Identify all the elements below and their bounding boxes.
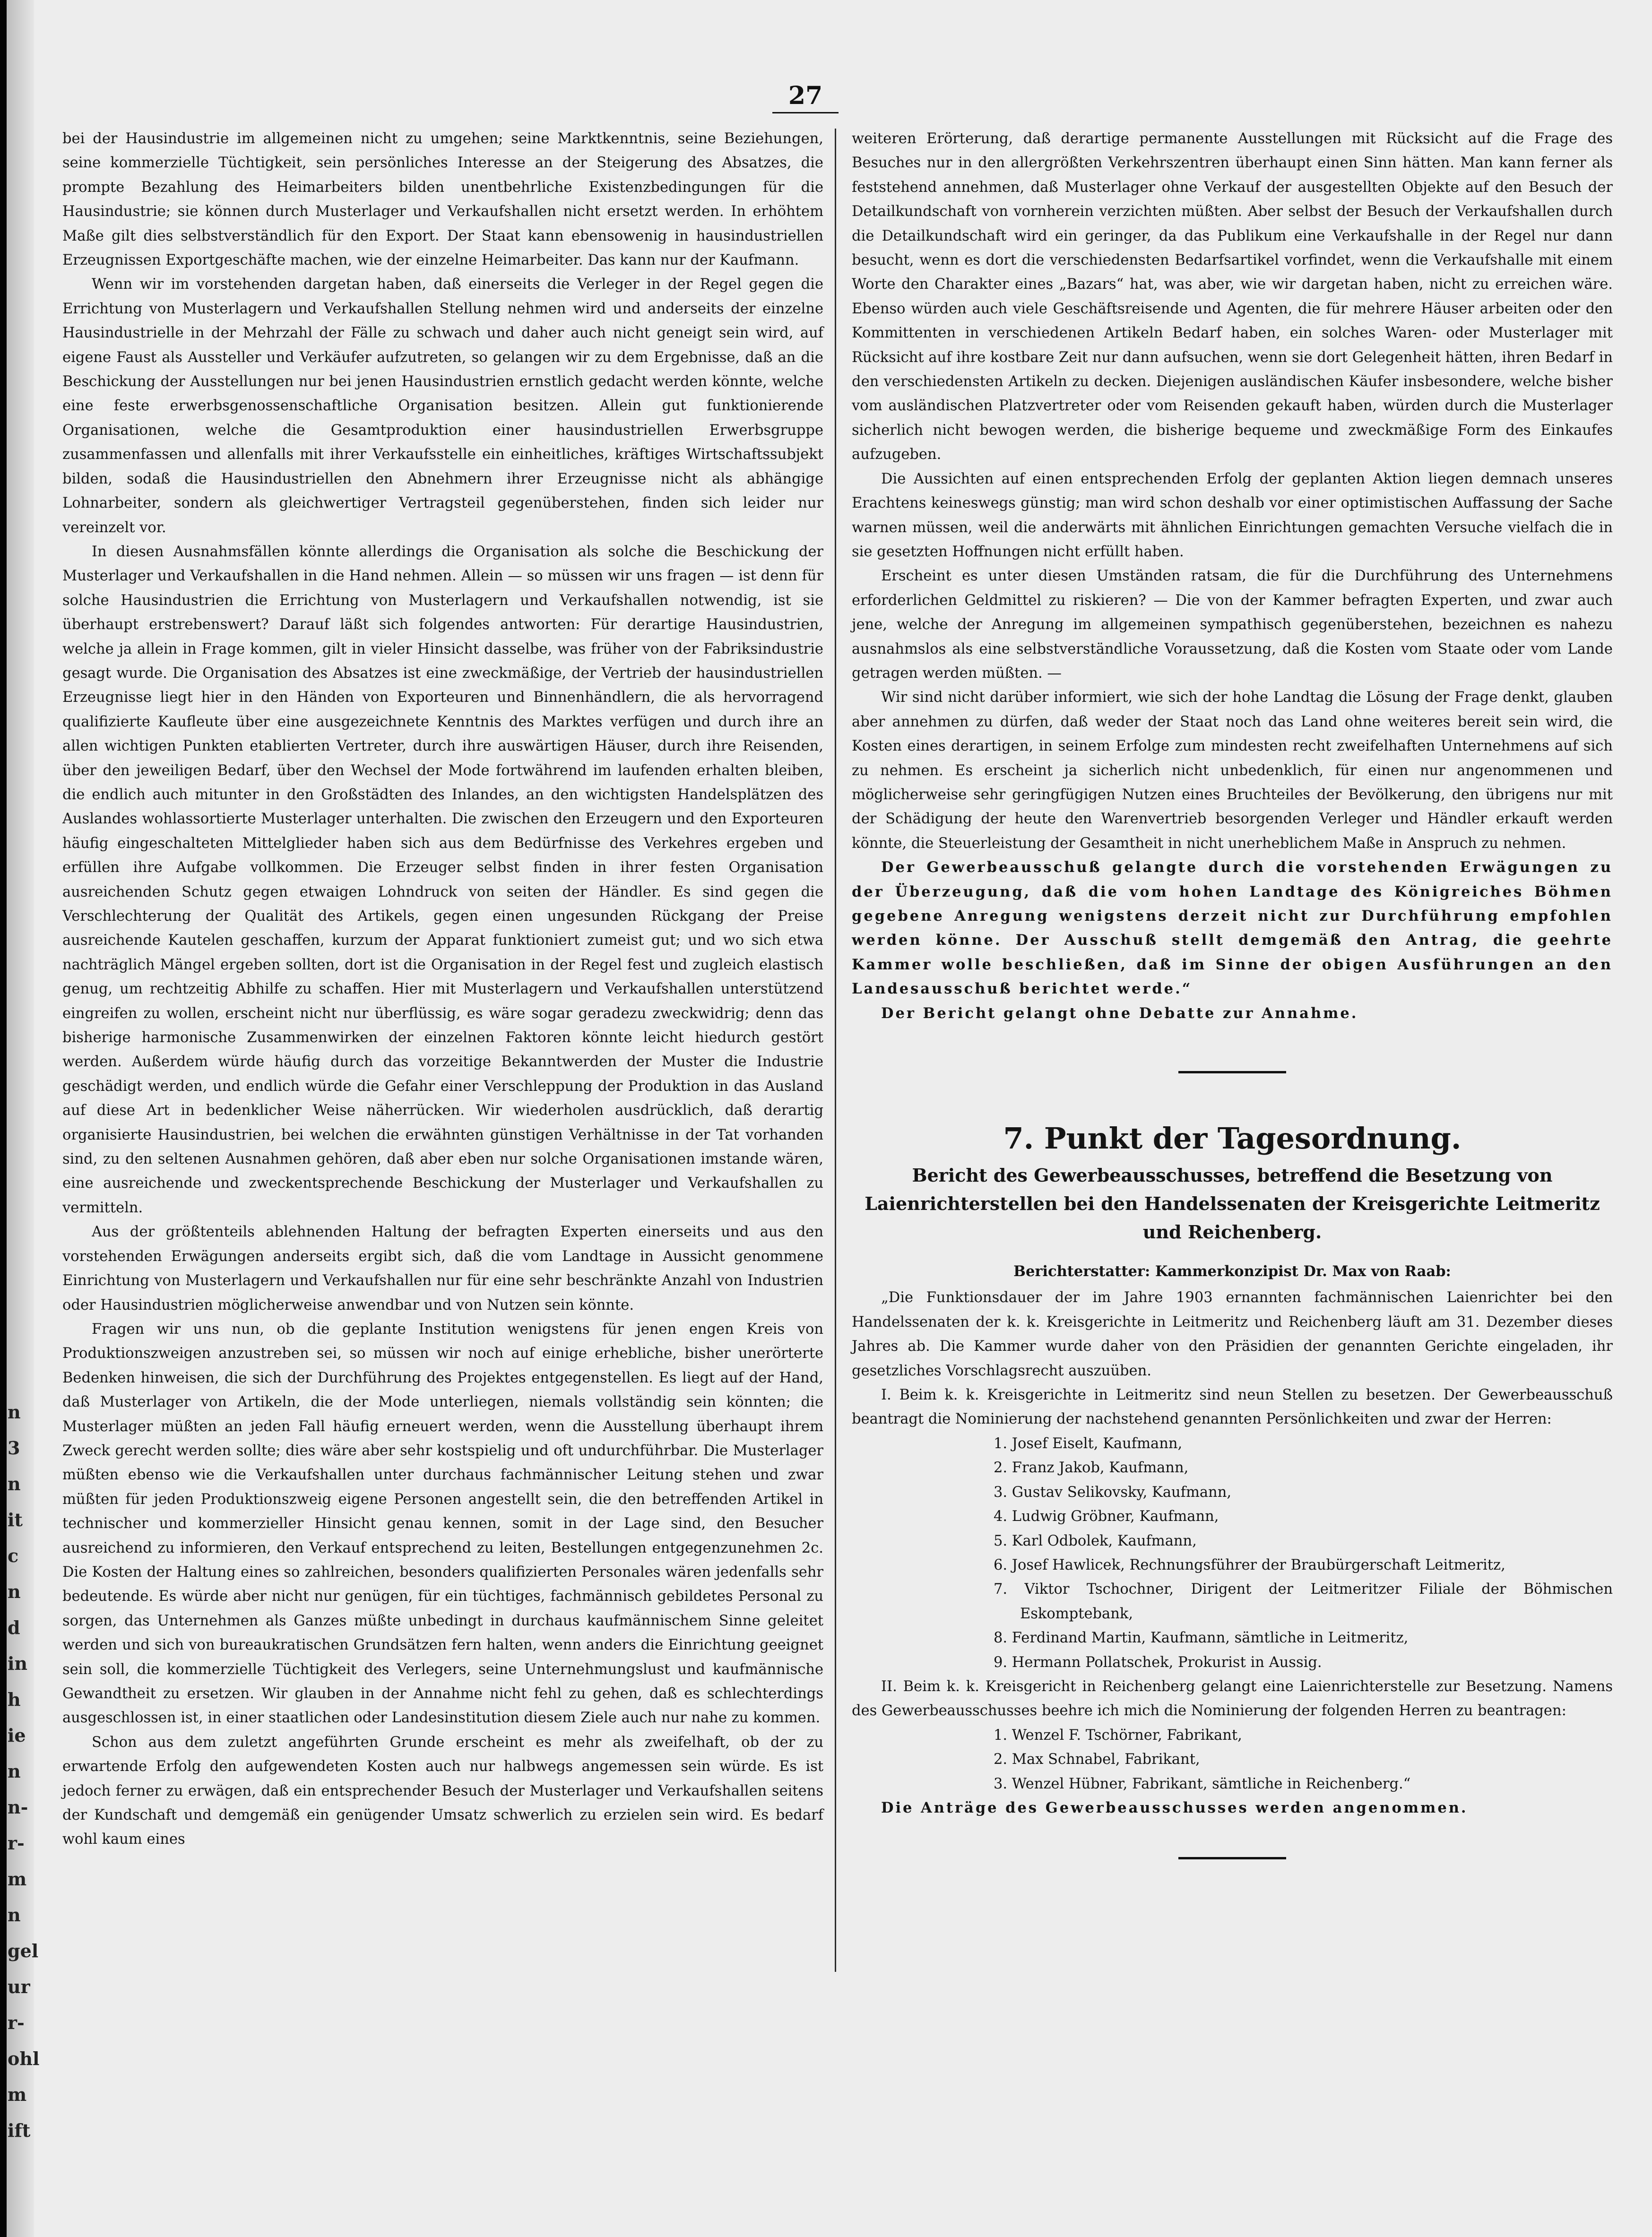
list-item: 3. Gustav Selikovsky, Kaufmann, <box>994 1484 1232 1501</box>
page-number: 27 <box>772 81 839 113</box>
list-item: 5. Karl Odbolek, Kaufmann, <box>994 1532 1197 1549</box>
list-item: 4. Ludwig Gröbner, Kaufmann, <box>994 1508 1219 1525</box>
newspaper-page <box>7 0 1652 2237</box>
list-item: 1. Josef Eiselt, Kaufmann, <box>994 1435 1183 1452</box>
nominee-list-leitmeritz <box>852 1432 1613 1675</box>
paragraph: Wenn wir im vorstehenden dargetan haben, daß einerseits die Verleger in der Regel gegen die Errichtung von Musterlagern und Verkaufshallen Stellung nehmen wird und anderseits der einzelne Hausindustrielle in der Mehrzahl der Fälle zu schwach und daher auch nicht geneigt sein wird, auf eigene Faust als Aussteller und Verkäufer aufzutreten, so gelangen wir zu dem Ergebnisse, daß an die Beschickung der Ausstellungen nur bei jenen Hausindustrien ernstlich gedacht werden könnte, welche eine feste erwerbsgenossenschaftliche Organisation besitzen. Allein gut funktionierende Organisationen, welche die Gesamtproduktion einer hausindustriellen Erwerbsgruppe zusammenfassen und allenfalls mit ihrer Verkaufsstelle ein einheitliches, kräftiges Wirtschaftssubjekt bilden, sodaß die Hausindustriellen den Abnehmern ihrer Erzeugnisse nicht als abhängige Lohnarbeiter, sondern als gleichwertiger Vertragsteil gegenüberstehen, finden sich leider nur vereinzelt vor. <box>62 276 823 536</box>
part-one: I. Beim k. k. Kreisgerichte in Leitmeritz sind neun Stellen zu besetzen. Der Gewerbeausschuß beantragt die Nominierung der nachstehend genannten Persönlichkeiten und zwar der Herren: <box>852 1387 1613 1428</box>
left-column <box>62 127 823 2093</box>
list-item: 9. Hermann Pollatschek, Prokurist in Aussig. <box>994 1654 1322 1671</box>
paragraph: In diesen Ausnahmsfällen könnte allerdings die Organisation als solche die Beschickung der Musterlager und Verkaufshallen in die Hand nehmen. Allein — so müssen wir uns fragen — ist denn für solche Hausindustrien die Errichtung von Musterlagern und Verkaufshallen notwendig, ist sie überhaupt erstrebenswert? Darauf läßt sich folgendes antworten: Für derartige Hausindustrien, welche ja allein in Frage kommen, gilt in vieler Hinsicht dasselbe, was früher von der Fabriksindustrie gesagt wurde. Die Organisation des Absatzes ist eine zweckmäßige, der Vertrieb der hausindustriellen Erzeugnisse liegt hier in den Händen von Exporteuren und Binnenhändlern, die als hervorragend qualifizierte Kaufleute über eine ausgezeichnete Kenntnis des Marktes verfügen und durch ihre an allen wichtigen Punkten etablierten Vertreter, durch ihre auswärtigen Häuser, durch ihre Reisenden, über den jeweiligen Bedarf, über den Wechsel der Mode fortwährend im laufenden erhalten bleiben, die endlich auch mitunter in den Großstädten des Inlandes, an den wichtigsten Handelsplätzen des Auslandes wohlassortierte Musterlager unterhalten. Die zwischen den Erzeugern und den Exporteuren häufig eingeschalteten Mittelglieder haben sich aus dem Bedürfnisse des Verkehres ergeben und erfüllen ihre Aufgabe vollkommen. Die Erzeuger selbst finden in ihrer festen Organisation ausreichenden Schutz gegen etwaigen Lohndruck von seiten der Händler. Es sind gegen die Verschlechterung der Qualität des Artikels, gegen einen ungesunden Rückgang der Preise ausreichende Kautelen geschaffen, kurzum der Apparat funktioniert zumeist gut; und wo sich etwa nachträglich Mängel ergeben sollten, dort ist die Organisation in der Regel fest und zugleich elastisch genug, um rechtzeitig Abhilfe zu schaffen. Hier mit Musterlagern und Verkaufshallen unterstützend eingreifen zu wollen, erscheint nicht nur überflüssig, es wäre sogar geradezu zweckwidrig; denn das bisherige harmonische Zusammenwirken der einzelnen Faktoren könnte leicht hiedurch gestört werden. Außerdem würde häufig durch das vorzeitige Bekanntwerden der Muster die Industrie geschädigt werden, und endlich würde die Gefahr einer Verschleppung der Produktion in das Ausland auf diese Art in bedenklicher Weise näherrücken. Wir wiederholen ausdrücklich, daß derartig organisierte Hausindustrien, bei welchen die erwähnten günstigen Verhältnisse in der Tat vorhanden sind, zu den seltenen Ausnahmen gehören, daß aber eben nur solche Organisationen imstande wären, eine ausreichende und zweckentsprechende Beschickung der Musterlager und Verkaufshallen zu vermitteln. <box>62 543 823 1216</box>
section-intro: „Die Funktionsdauer der im Jahre 1903 ernannten fachmännischen Laienrichter bei den Handelssenaten der k. k. Kreisgerichte in Leitmeritz und Reichenberg läuft am 31. Dezember dieses Jahres ab. Die Kammer wurde daher von den Präsidien der genannten Gerichte eingeladen, ihr gesetzliches Vorschlagsrecht auszuüben. <box>852 1289 1613 1379</box>
list-item: 2. Max Schnabel, Fabrikant, <box>994 1751 1200 1768</box>
binding-margin <box>7 0 40 2237</box>
paragraph: weiteren Erörterung, daß derartige permanente Ausstellungen mit Rücksicht auf die Frage des Besuches nur in den allergrößten Verkehrszentren überhaupt einen Sinn hätten. Man kann ferner als feststehend annehmen, daß Musterlager ohne Verkauf der ausgestellten Objekte auf den Besuch der Detailkundschaft von vornherein verzichten müßten. Aber selbst der Besuch der Verkaufshallen durch die Detailkundschaft wird ein geringer, da das Publikum eine Verkaufshalle in der Regel nur dann besucht, wenn es dort die verschiedensten Bedarfsartikel vorfindet, wenn die Verkaufshalle mit einem Worte den Charakter eines „Bazars“ hat, was aber, wie wir dargetan haben, nicht zu erreichen wäre. Ebenso würden auch viele Geschäftsreisende und Agenten, die für mehrere Häuser arbeiten oder den Kommittenten in verschiedenen Artikeln Bedarf haben, ein solches Waren- oder Musterlager mit Rücksicht auf ihre kostbare Zeit nur dann aufsuchen, wenn sie dort Gelegenheit hätten, ihren Bedarf in den verschiedensten Artikeln zu decken. Diejenigen ausländischen Käufer insbesondere, welche bisher vom ausländischen Platzvertreter oder vom Reisenden gekauft haben, würden durch die Musterlager sicherlich nicht bewogen werden, die bisherige bequeme und zweckmäßige Form des Einkaufes aufzugeben. <box>852 130 1613 463</box>
report-adopted: Der Bericht gelangt ohne Debatte zur Annahme. <box>881 1004 1358 1022</box>
paragraph: Fragen wir uns nun, ob die geplante Institution wenigstens für jenen engen Kreis von Produktionszweigen anzustreben sei, so müssen wir noch auf einige erhebliche, bisher unerörterte Bedenken hinweisen, die sich der Durchführung des Projektes entgegenstellen. Es liegt auf der Hand, daß Musterlager von Artikeln, die der Mode unterliegen, niemals vollständig sein könnten; die Musterlager müßten an jeden Fall häufig erneuert werden, wenn die Ausstellung überhaupt ihrem Zweck gerecht werden sollte; dies wäre aber sehr kostspielig und oft undurchführbar. Die Musterlager müßten ebenso wie die Verkaufshallen unter durchaus fachmännischer Leitung stehen und zwar müßten für jeden Produktionszweig eigene Personen angestellt sein, die den betreffenden Artikel in technischer und kommerzieller Hinsicht genau kennen, somit in der Lage sind, den Besucher ausreichend zu informieren, den Verkauf entsprechend zu leiten, Bestellungen entgegenzunehmen 2c. Die Kosten der Haltung eines so zahlreichen, besonders qualifizierten Personales wären jedenfalls sehr bedeutende. Es würde aber nicht nur genügen, für ein tüchtiges, fachmännisch gebildetes Personal zu sorgen, das Unternehmen als Ganzes müßte unbedingt in durchaus kaufmännischem Sinne geleitet werden und sich von bureaukratischen Grundsätzen fern halten, wenn anders die Einrichtung geeignet sein soll, die kommerzielle Tüchtigkeit des Verlegers, seine Unternehmungslust und kaufmännische Gewandtheit zu ersetzen. Wir glauben in der Annahme nicht fehl zu gehen, daß es schlechterdings ausgeschlossen ist, in einer staatlichen oder Landesinstitution diesem Ziele auch nur nahe zu kommen. <box>62 1321 823 1727</box>
paragraph: Die Aussichten auf einen entsprechenden Erfolg der geplanten Aktion liegen demnach unseres Erachtens keineswegs günstig; man wird schon deshalb vor einer optimistischen Auffassung der Sache warnen müssen, weil die anderwärts mit ähnlichen Einrichtungen gemachten Versuche vielfach die in sie gesetzten Hoffnungen nicht erfüllt haben. <box>852 470 1613 560</box>
column-divider <box>835 129 836 1972</box>
cut-off-margin-text: n 3 n it c n d in h ie n n- r- m n gel ur r- ohl m ift <box>8 1401 40 2141</box>
list-item: 3. Wenzel Hübner, Fabrikant, sämtliche in Reichenberg.“ <box>994 1775 1411 1792</box>
paragraph: Aus der größtenteils ablehnenden Haltung der befragten Experten einerseits und aus den vorstehenden Erwägungen anderseits ergibt sich, daß die vom Landtage in Aussicht genommene Einrichtung von Musterlagern und Verkaufshallen nur für eine sehr beschränkte Anzahl von Industrien oder Hausindustrien möglicherweise anwendbar und von Nutzen sein könnte. <box>62 1224 823 1313</box>
reporter-line: Berichterstatter: Kammerkonzipist Dr. Max von Raab: <box>1013 1263 1451 1280</box>
paragraph: Erscheint es unter diesen Umständen ratsam, die für die Durchführung des Unternehmens erforderlichen Geldmittel zu riskieren? — Die von der Kammer befragten Experten, und zwar auch jene, welche der Anregung im allgemeinen sympathisch gegenüberstehen, bezeichnen es nahezu ausnahmslos als eine selbstverständliche Voraussetzung, daß die Kosten vom Staate oder vom Lande getragen werden müßten. — <box>852 568 1613 682</box>
list-item: 6. Josef Hawlicek, Rechnungsführer der Braubürgerschaft Leitmeritz, <box>994 1556 1505 1573</box>
paragraph: bei der Hausindustrie im allgemeinen nicht zu umgehen; seine Marktkenntnis, seine Beziehungen, seine kommerzielle Tüchtigkeit, sein persönliches Interesse an der Steigerung des Absatzes, die prompte Bezahlung des Heimarbeiters bilden unentbehrliche Existenzbedingungen für die Hausindustrie; sie können durch Musterlager und Verkaufshallen nicht ersetzt werden. In erhöhtem Maße gilt dies selbstverständlich für den Export. Der Staat kann ebensowenig in hausindustriellen Erzeugnissen Exportgeschäfte machen, wie der einzelne Heimarbeiter. Das kann nur der Kaufmann. <box>62 130 823 269</box>
list-item: 8. Ferdinand Martin, Kaufmann, sämtliche in Leitmeritz, <box>994 1630 1409 1647</box>
motions-adopted: Die Anträge des Gewerbeausschusses werden angenommen. <box>881 1799 1468 1816</box>
paragraph: Wir sind nicht darüber informiert, wie sich der hohe Landtag die Lösung der Frage denkt, glauben aber annehmen zu dürfen, daß weder der Staat noch das Land ohne weiteres bereit sein wird, die Kosten eines derartigen, in seinem Erfolge zum mindesten recht zweifelhaften Unternehmens auf sich zu nehmen. Es erscheint ja sicherlich nicht unbedenklich, für einen nur angenommenen und möglicherweise sehr geringfügigen Nutzen eines Bruchteiles der Bevölkerung, den übrigens nur mit der Schädigung der heute den Warenvertrieb besorgenden Verleger und Händler erkauft werden könnte, die Steuerleistung der Gesamtheit in nicht unerheblichem Maße in Anspruch zu nehmen. <box>852 689 1613 852</box>
section-separator <box>1178 1071 1286 1073</box>
list-item: 1. Wenzel F. Tschörner, Fabrikant, <box>994 1727 1242 1744</box>
section-subheading: Bericht des Gewerbeausschusses, betreffend die Besetzung von Laienrichterstellen bei den Handelssenaten der Kreisgerichte Leitmeritz und Reichenberg. <box>865 1165 1600 1243</box>
part-two: II. Beim k. k. Kreisgericht in Reichenberg gelangt eine Laienrichterstelle zur Besetzung. Namens des Gewerbeausschusses beehre ich mich die Nominierung der folgenden Herren zu beantragen: <box>852 1678 1613 1719</box>
list-item: 2. Franz Jakob, Kaufmann, <box>994 1460 1189 1477</box>
paragraph: Schon aus dem zuletzt angeführten Grunde erscheint es mehr als zweifelhaft, ob der zu erwartende Erfolg den aufgewendeten Kosten auch nur halbwegs angemessen sein würde. Es ist jedoch ferner zu erwägen, daß ein entsprechender Besuch der Musterlager und Verkaufshallen seitens der Kundschaft und demgemäß ein genügender Umsatz schwerlich zu erzielen sein wird. Es bedarf wohl kaum eines <box>62 1734 823 1848</box>
nominee-list-reichenberg <box>852 1723 1613 1796</box>
right-column <box>852 127 1613 2112</box>
section-heading: 7. Punkt der Tagesordnung. <box>1003 1121 1462 1156</box>
section-separator <box>1178 1857 1286 1859</box>
committee-conclusion: Der Gewerbeausschuß gelangte durch die vorstehenden Erwägungen zu der Überzeugung, daß die vom hohen Landtage des Königreiches Böhmen gegebene Anregung wenigstens derzeit nicht zur Durchführung empfohlen werden könne. Der Ausschuß stellt demgemäß den Antrag, die geehrte Kammer wolle beschließen, daß im Sinne der obigen Ausführungen an den Landesausschuß berichtet werde.“ <box>852 859 1613 998</box>
list-item: 7. Viktor Tschochner, Dirigent der Leitmeritzer Filiale der Böhmischen Eskomptebank, <box>994 1581 1613 1622</box>
